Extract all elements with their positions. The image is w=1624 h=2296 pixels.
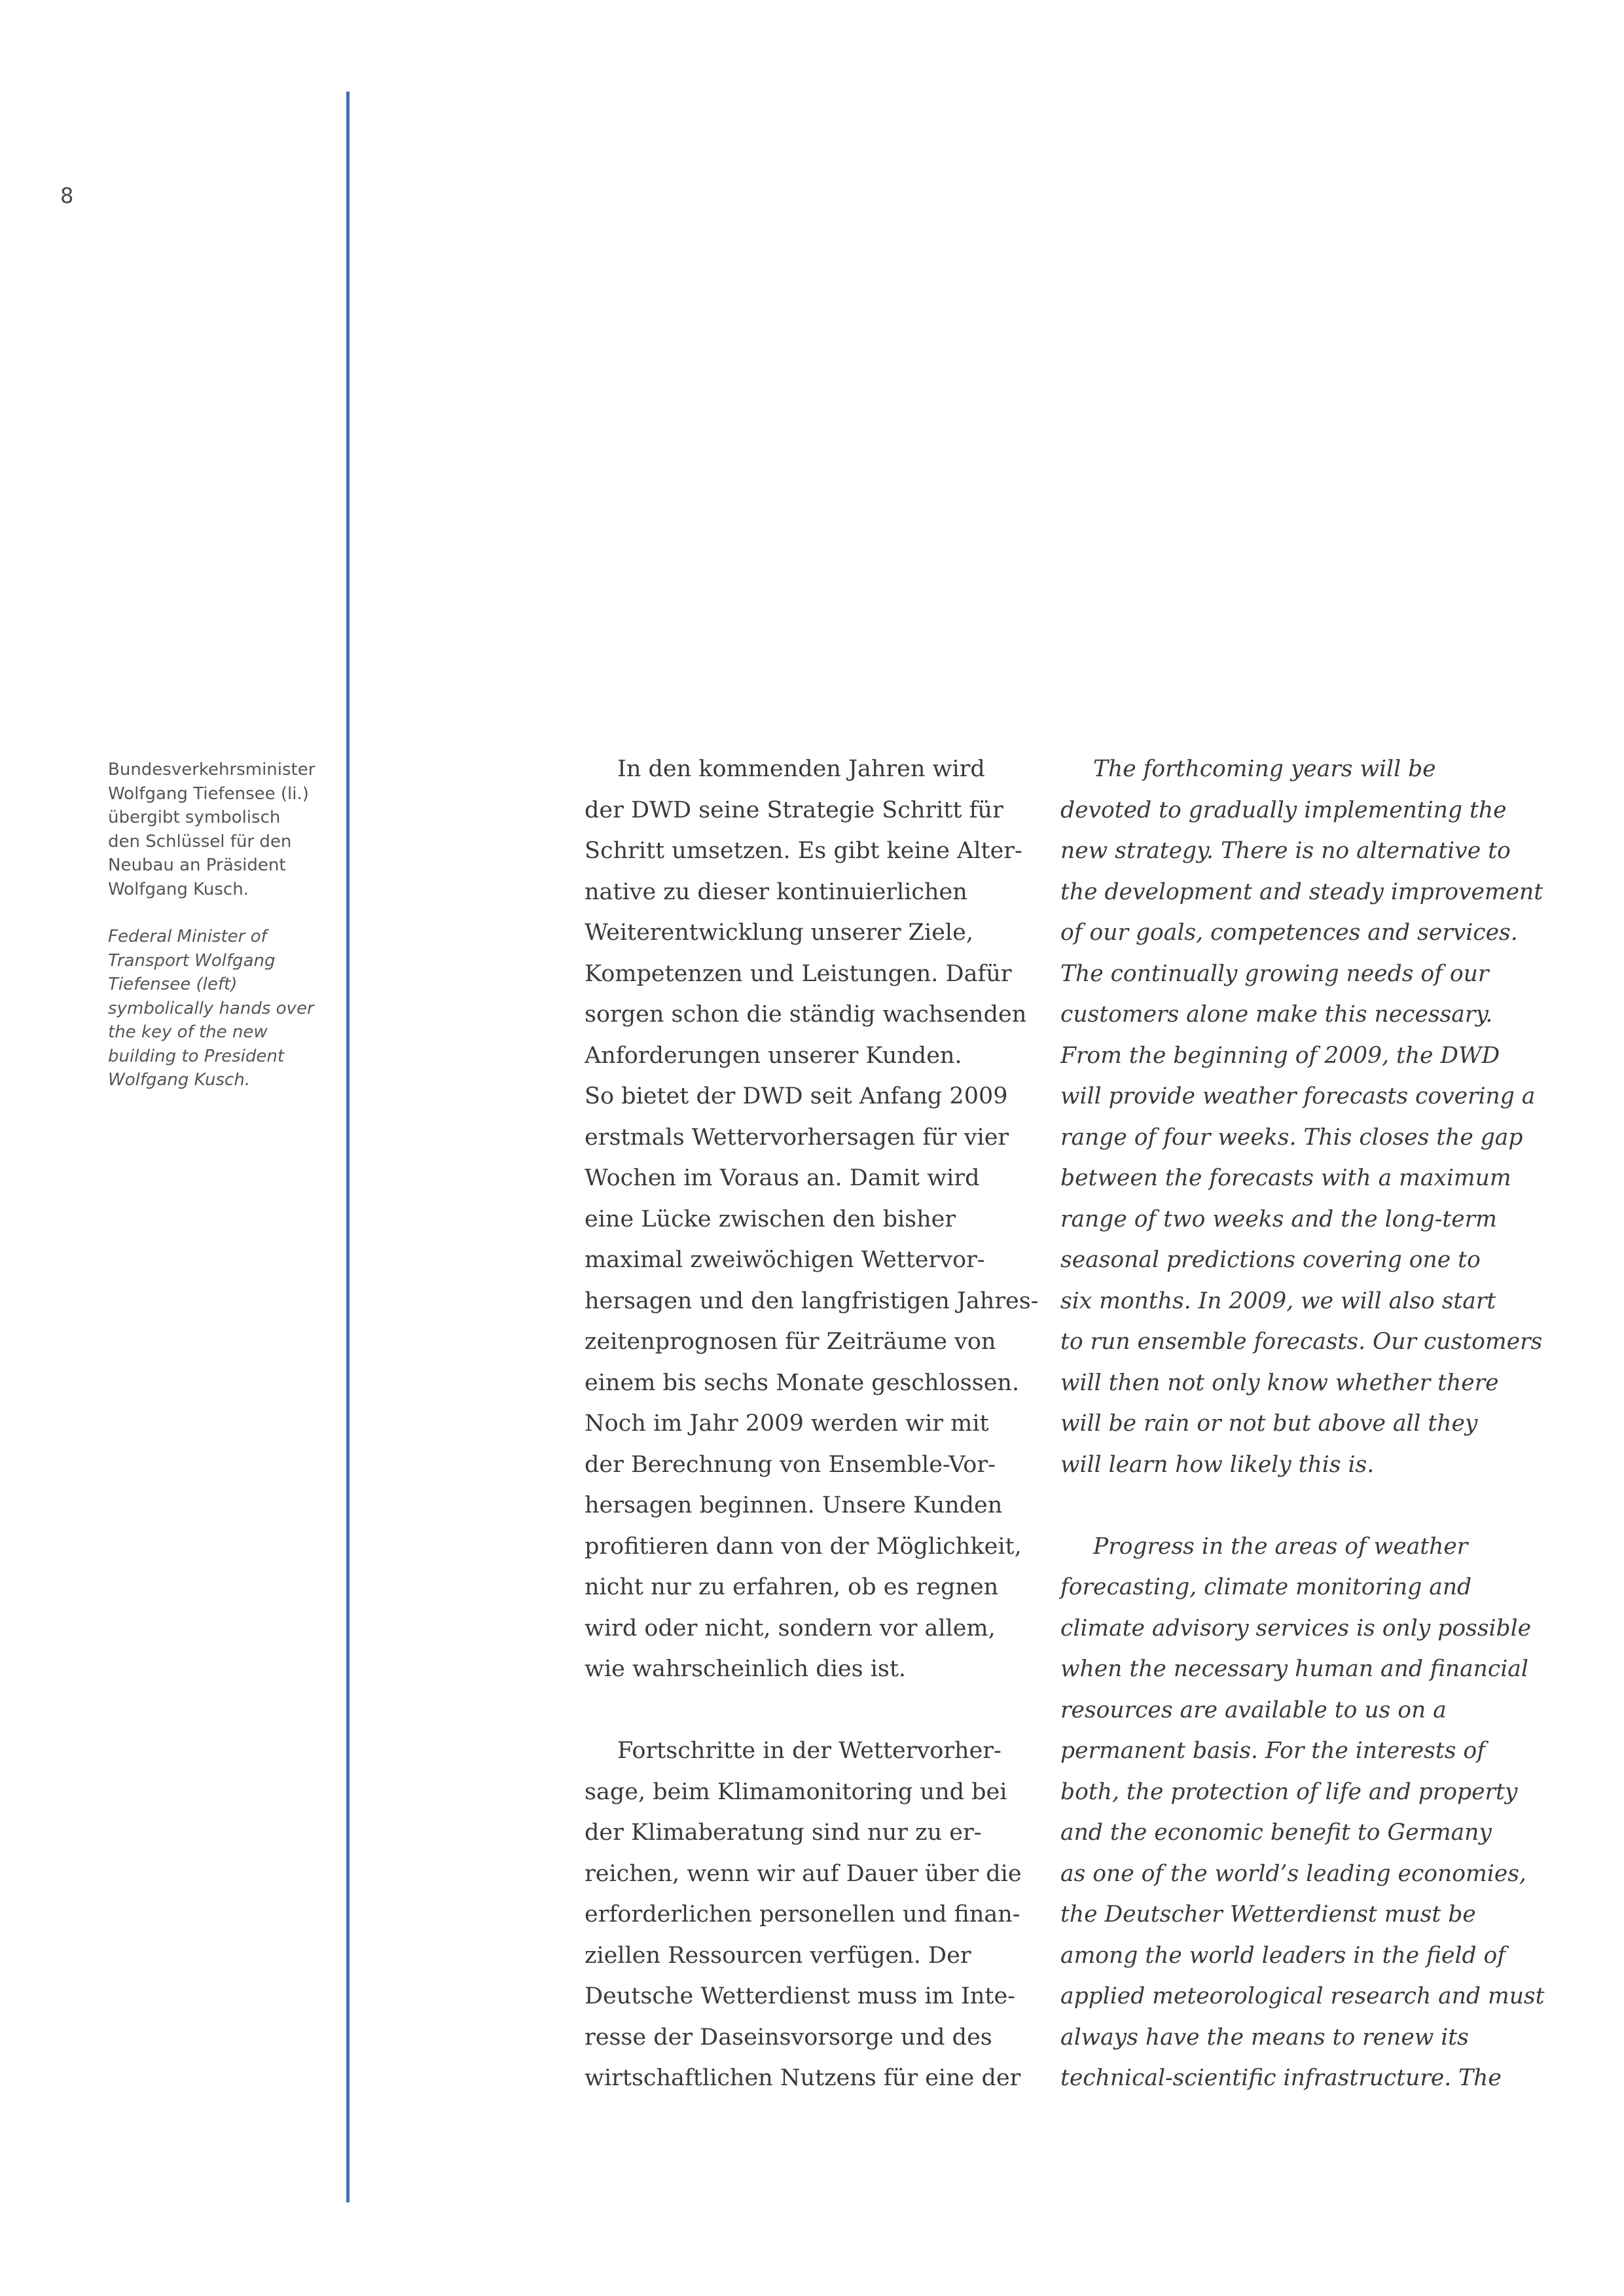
paragraph-line: Wochen im Voraus an. Damit wird <box>585 1165 980 1191</box>
paragraph-line: permanent basis. For the interests of <box>1060 1738 1485 1764</box>
paragraph-line: erforderlichen personellen und finan- <box>585 1901 1020 1928</box>
paragraph-line: wirtschaftlichen Nutzens für eine der <box>585 2065 1021 2091</box>
paragraph-gap <box>585 1690 1056 1731</box>
caption-line: building to President <box>108 1046 285 1066</box>
paragraph-line: wie wahrscheinlich dies ist. <box>585 1656 907 1682</box>
paragraph-line: maximal zweiwöchigen Wettervor- <box>585 1247 985 1273</box>
paragraph-line: will then not only know whether there <box>1060 1369 1499 1396</box>
paragraph-line: Weiterentwicklung unserer Ziele, <box>585 920 973 946</box>
paragraph-line: hersagen und den langfristigen Jahres- <box>585 1287 1039 1314</box>
paragraph-line: customers alone make this necessary. <box>1060 1001 1493 1028</box>
paragraph-line: applied meteorological research and must <box>1060 1983 1545 2009</box>
paragraph-line: technical-scientific infrastructure. The <box>1060 2065 1502 2091</box>
paragraph-line: profitieren dann von der Möglichkeit, <box>585 1533 1022 1560</box>
paragraph-line: resources are available to us on a <box>1060 1696 1447 1723</box>
paragraph-line: between the forecasts with a maximum <box>1060 1165 1511 1191</box>
caption-line: Transport Wolfgang <box>108 950 276 971</box>
paragraph-line: Schritt umsetzen. Es gibt keine Alter- <box>585 838 1022 864</box>
paragraph-line: of our goals, competences and services. <box>1060 920 1518 946</box>
paragraph-line: der Klimaberatung sind nur zu er- <box>585 1820 982 1846</box>
paragraph-line: der Berechnung von Ensemble-Vor- <box>585 1451 996 1478</box>
paragraph-line: will learn how likely this is. <box>1060 1451 1375 1478</box>
paragraph-line: So bietet der DWD seit Anfang 2009 <box>585 1083 1008 1109</box>
paragraph-line: and the economic benefit to Germany <box>1060 1820 1492 1846</box>
caption-line: Wolfgang Kusch. <box>108 1070 251 1090</box>
paragraph-line: devoted to gradually implementing the <box>1060 797 1507 823</box>
caption-line: Bundesverkehrsminister <box>108 760 316 780</box>
paragraph-line: the Deutscher Wetterdienst must be <box>1060 1901 1476 1928</box>
paragraph-line: Fortschritte in der Wettervorher- <box>617 1738 1001 1764</box>
vertical-accent-line <box>346 92 350 2202</box>
caption-line: Tiefensee (left) <box>108 975 238 994</box>
paragraph-line: nicht nur zu erfahren, ob es regnen <box>585 1574 999 1600</box>
paragraph-line: six months. In 2009, we will also start <box>1060 1287 1496 1314</box>
paragraph-line: ziellen Ressourcen verfügen. Der <box>585 1942 971 1969</box>
paragraph-line: der DWD seine Strategie Schritt für <box>585 797 1003 823</box>
german-text-column <box>585 749 1056 2099</box>
caption-line: übergibt symbolisch <box>108 808 281 827</box>
paragraph-line: range of four weeks. This closes the gap <box>1060 1124 1523 1151</box>
paragraph-line: climate advisory services is only possible <box>1060 1615 1532 1641</box>
paragraph-line: will provide weather forecasts covering a <box>1060 1083 1536 1109</box>
paragraph-line: In den kommenden Jahren wird <box>617 756 985 782</box>
caption-line: Wolfgang Tiefensee (li.) <box>108 783 309 804</box>
paragraph-line: always have the means to renew its <box>1060 2024 1469 2051</box>
paragraph-line: sage, beim Klimamonitoring und bei <box>585 1778 1007 1805</box>
caption-line: Neubau an Präsident <box>108 855 286 875</box>
paragraph-line: seasonal predictions covering one to <box>1060 1247 1481 1273</box>
paragraph-line: among the world leaders in the field of <box>1060 1942 1506 1969</box>
page-number: 8 <box>60 183 74 208</box>
caption-line: Wolfgang Kusch. <box>108 879 249 899</box>
paragraph-line: Progress in the areas of weather <box>1093 1533 1468 1560</box>
photo-caption-english <box>108 925 324 1092</box>
caption-line: symbolically hands over <box>108 998 314 1018</box>
caption-line: Federal Minister of <box>108 927 267 946</box>
paragraph-line: native zu dieser kontinuierlichen <box>585 878 967 905</box>
paragraph-line: hersagen beginnen. Unsere Kunden <box>585 1492 1003 1518</box>
paragraph-line: both, the protection of life and property <box>1060 1778 1518 1805</box>
paragraph-line: einem bis sechs Monate geschlossen. <box>585 1369 1020 1396</box>
paragraph-gap <box>1060 1485 1532 1526</box>
paragraph-line: as one of the world’s leading economies, <box>1060 1860 1526 1887</box>
paragraph-line: to run ensemble forecasts. Our customers <box>1060 1329 1543 1355</box>
paragraph-line: forecasting, climate monitoring and <box>1060 1574 1472 1600</box>
paragraph-line: Noch im Jahr 2009 werden wir mit <box>585 1410 989 1437</box>
paragraph-line: resse der Daseinsvorsorge und des <box>585 2024 992 2051</box>
paragraph-line: The continually growing needs of our <box>1060 960 1489 987</box>
paragraph-line: will be rain or not but above all they <box>1060 1410 1478 1437</box>
paragraph-line: the development and steady improvement <box>1060 878 1543 905</box>
paragraph-line: Kompetenzen und Leistungen. Dafür <box>585 960 1012 987</box>
paragraph-line: The forthcoming years will be <box>1093 756 1436 782</box>
paragraph-line: wird oder nicht, sondern vor allem, <box>585 1615 996 1641</box>
caption-line: den Schlüssel für den <box>108 831 292 852</box>
paragraph-line: range of two weeks and the long-term <box>1060 1206 1497 1232</box>
paragraph-line: sorgen schon die ständig wachsenden <box>585 1001 1027 1028</box>
paragraph-line: erstmals Wettervorhersagen für vier <box>585 1124 1009 1151</box>
paragraph-line: Anforderungen unserer Kunden. <box>585 1042 962 1069</box>
paragraph-line: eine Lücke zwischen den bisher <box>585 1206 956 1232</box>
english-text-column <box>1060 749 1545 2099</box>
paragraph-line: zeitenprognosen für Zeiträume von <box>585 1329 996 1355</box>
caption-line: the key of the new <box>108 1022 268 1042</box>
paragraph-line: Deutsche Wetterdienst muss im Inte- <box>585 1983 1015 2009</box>
paragraph-line: when the necessary human and financial <box>1060 1656 1528 1682</box>
photo-caption-german <box>108 758 324 901</box>
paragraph-line: reichen, wenn wir auf Dauer über die <box>585 1860 1022 1887</box>
paragraph-line: From the beginning of 2009, the DWD <box>1060 1042 1500 1069</box>
paragraph-line: new strategy. There is no alternative to <box>1060 838 1511 864</box>
